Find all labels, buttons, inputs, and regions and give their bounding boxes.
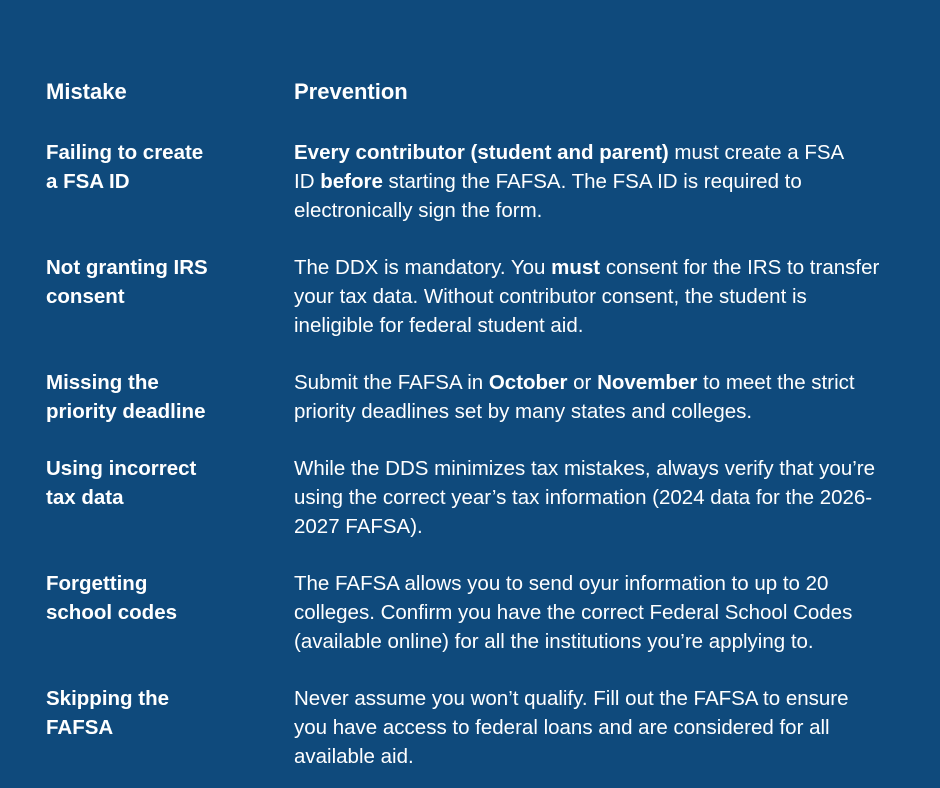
prevention-text: electronically sign the form. xyxy=(294,199,543,222)
table-row xyxy=(46,684,936,784)
prevention-text: The FAFSA allows you to send oyur information to up to 20 xyxy=(294,572,829,595)
prevention-text: Submit the FAFSA in xyxy=(294,371,489,394)
fafsa-mistakes-table xyxy=(46,76,936,784)
mistake-text: school codes xyxy=(46,601,178,624)
prevention-cell xyxy=(294,253,936,340)
mistake-cell xyxy=(46,684,294,742)
mistake-text: Forgetting xyxy=(46,572,148,595)
prevention-text: to meet the strict xyxy=(697,371,855,394)
prevention-text: must create a FSA xyxy=(668,141,845,164)
prevention-text-bold: must xyxy=(551,256,601,279)
prevention-cell xyxy=(294,138,936,225)
prevention-text: or xyxy=(567,371,598,394)
mistake-text: Missing the xyxy=(46,371,159,394)
prevention-cell xyxy=(294,368,936,426)
prevention-text: colleges. Confirm you have the correct Federal School Codes xyxy=(294,601,853,624)
mistake-cell xyxy=(46,138,294,196)
mistake-text: Not granting IRS xyxy=(46,256,208,279)
table-header-row xyxy=(46,76,936,108)
mistake-text: Using incorrect xyxy=(46,457,197,480)
prevention-text: your tax data. Without contributor consent, the student is xyxy=(294,285,807,308)
prevention-text-bold: October xyxy=(488,371,568,394)
mistake-cell xyxy=(46,368,294,426)
prevention-text: available aid. xyxy=(294,745,414,768)
table-row xyxy=(46,454,936,569)
prevention-text-bold: Every contributor (student and parent) xyxy=(294,141,669,164)
mistake-text: consent xyxy=(46,285,125,308)
prevention-text: consent for the IRS to transfer xyxy=(600,256,880,279)
prevention-text: priority deadlines set by many states and colleges. xyxy=(294,400,753,423)
prevention-column-header: Prevention xyxy=(294,79,408,104)
table-row xyxy=(46,253,936,368)
prevention-text: (available online) for all the institutions you’re applying to. xyxy=(294,630,814,653)
prevention-cell xyxy=(294,454,936,541)
prevention-text: ineligible for federal student aid. xyxy=(294,314,584,337)
prevention-text: you have access to federal loans and are considered for all xyxy=(294,716,830,739)
prevention-text: 2027 FAFSA). xyxy=(294,515,423,538)
prevention-text: While the DDS minimizes tax mistakes, always verify that you’re xyxy=(294,457,876,480)
prevention-cell xyxy=(294,684,936,771)
prevention-text-bold: before xyxy=(320,170,383,193)
prevention-text-bold: November xyxy=(597,371,698,394)
table-row xyxy=(46,569,936,684)
prevention-text: ID xyxy=(294,170,321,193)
prevention-text: using the correct year’s tax information (2024 data for the 2026- xyxy=(294,486,873,509)
mistake-text: tax data xyxy=(46,486,124,509)
mistake-text: Skipping the xyxy=(46,687,169,710)
mistake-text: Failing to create xyxy=(46,141,204,164)
mistake-cell xyxy=(46,454,294,512)
mistake-text: priority deadline xyxy=(46,400,206,423)
prevention-cell xyxy=(294,569,936,656)
prevention-text: starting the FAFSA. The FSA ID is required to xyxy=(382,170,802,193)
mistake-cell xyxy=(46,253,294,311)
prevention-text: The DDX is mandatory. You xyxy=(294,256,552,279)
mistake-column-header: Mistake xyxy=(46,79,127,104)
mistake-text: FAFSA xyxy=(46,716,114,739)
table-row xyxy=(46,368,936,454)
table-row xyxy=(46,138,936,253)
prevention-text: Never assume you won’t qualify. Fill out the FAFSA to ensure xyxy=(294,687,849,710)
mistake-text: a FSA ID xyxy=(46,170,130,193)
mistake-cell xyxy=(46,569,294,627)
